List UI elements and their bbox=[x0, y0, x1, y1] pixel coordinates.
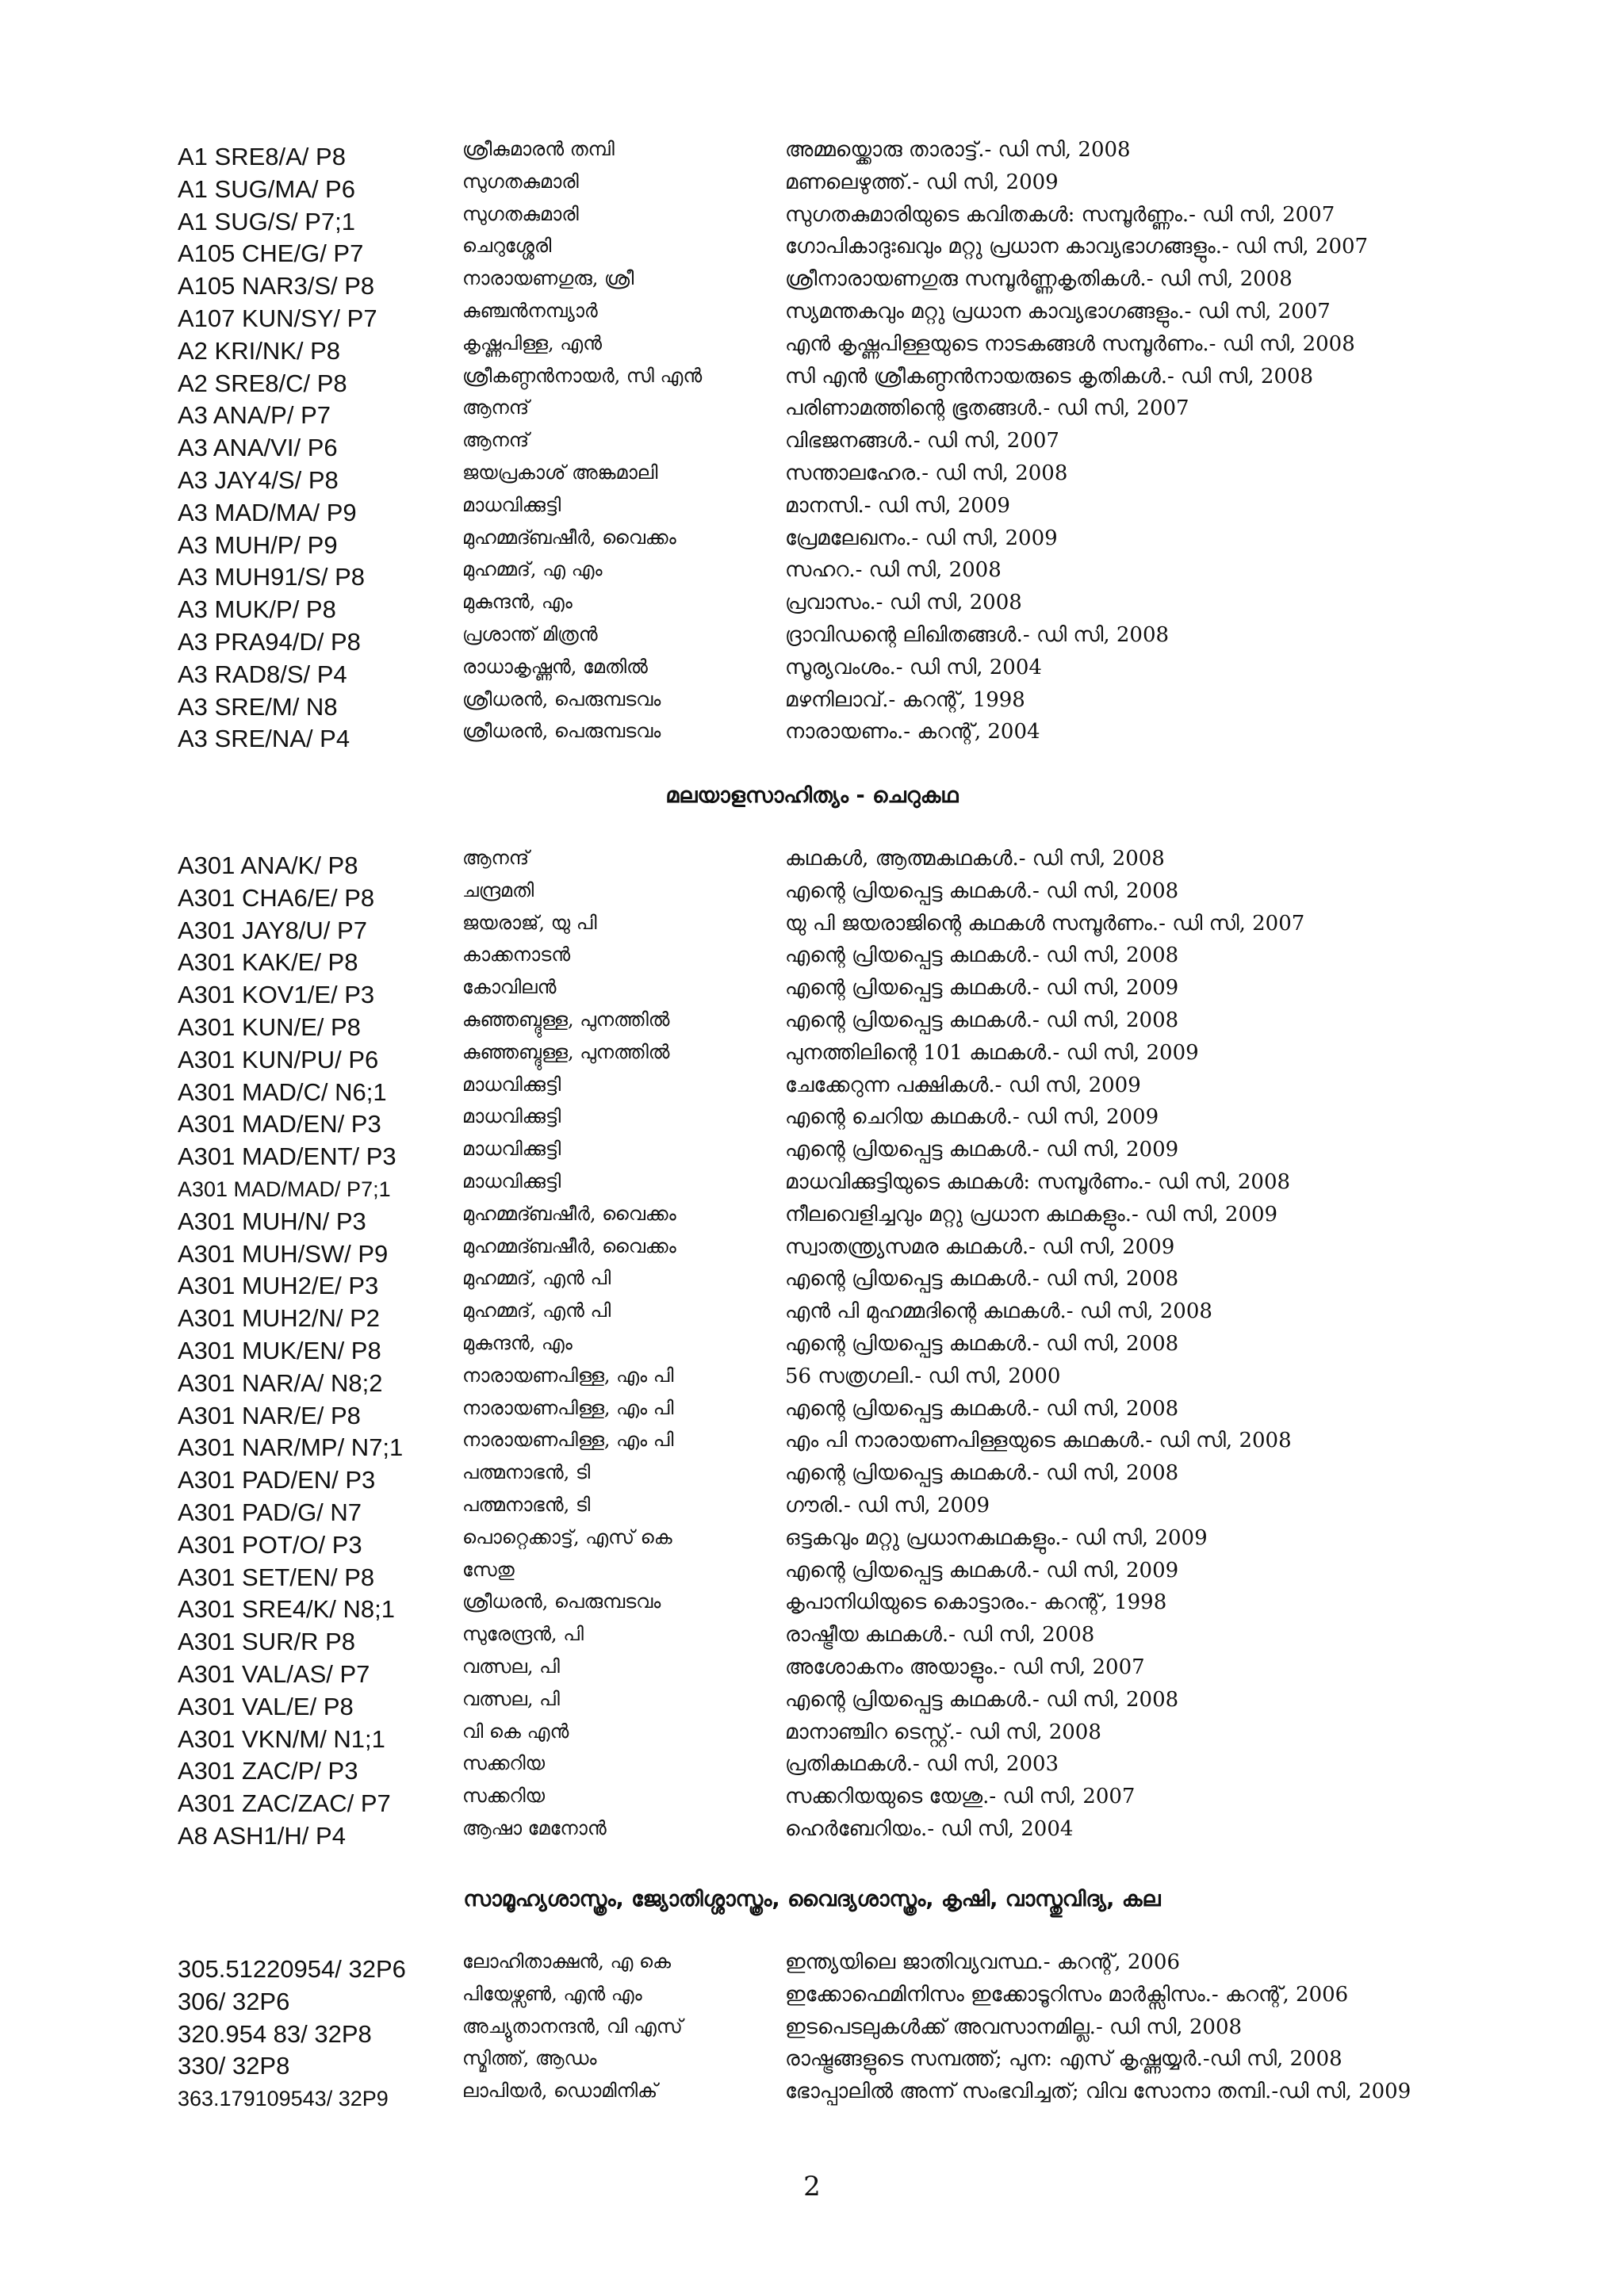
author-name: ശ്രീധരൻ, പെരുമ്പടവം bbox=[462, 1590, 661, 1613]
call-number: A301 MUH2/N/ P2 bbox=[178, 1304, 380, 1333]
author-name: മുഹമ്മദ്, എൻ പി bbox=[462, 1299, 611, 1322]
book-title: രാഷ്ട്രീയ കഥകൾ.- ഡി സി, 2008 bbox=[785, 1623, 1095, 1647]
book-title: സക്കറിയയുടെ യേശു.- ഡി സി, 2007 bbox=[785, 1785, 1136, 1809]
book-title: സന്താലഹേര.- ഡി സി, 2008 bbox=[785, 461, 1068, 485]
catalog-row bbox=[0, 1073, 1624, 1105]
author-name: കുഞ്ഞബ്ദുള്ള, പുനത്തിൽ bbox=[462, 1040, 670, 1063]
catalog-row bbox=[0, 847, 1624, 878]
catalog-row bbox=[0, 656, 1624, 687]
book-title: സൂര്യവംശം.- ഡി സി, 2004 bbox=[785, 655, 1042, 679]
call-number: A3 SRE/M/ N8 bbox=[178, 692, 338, 721]
author-name: ലോഹിതാക്ഷൻ, എ കെ bbox=[462, 1950, 672, 1973]
author-name: മാധവിക്കുട്ടി bbox=[462, 1170, 561, 1192]
call-number: A2 KRI/NK/ P8 bbox=[178, 336, 341, 365]
author-name: പിയേഴ്സൺ, എൻ എം bbox=[462, 1982, 642, 2005]
author-name: ശ്രീധരൻ, പെരുമ്പടവം bbox=[462, 687, 661, 710]
catalog-row bbox=[0, 623, 1624, 655]
catalog-row bbox=[0, 2080, 1624, 2111]
book-title: എന്റെ പ്രിയപ്പെട്ട കഥകൾ.- ഡി സി, 2008 bbox=[785, 1396, 1179, 1421]
catalog-row bbox=[0, 688, 1624, 720]
catalog-row bbox=[0, 912, 1624, 943]
catalog-row bbox=[0, 879, 1624, 911]
book-title: എന്റെ പ്രിയപ്പെട്ട കഥകൾ.- ഡി സി, 2008 bbox=[785, 1267, 1179, 1292]
catalog-row bbox=[0, 1203, 1624, 1234]
book-title: ഒട്ടകവും മറ്റു പ്രധാനകഥകളും.- ഡി സി, 2009 bbox=[785, 1525, 1208, 1550]
catalog-row bbox=[0, 1494, 1624, 1525]
author-name: മാധവിക്കുട്ടി bbox=[462, 1138, 561, 1161]
author-name: സക്കറിയ bbox=[462, 1752, 546, 1775]
book-title: മഴനിലാവ്.- കറന്റ്, 1998 bbox=[785, 687, 1025, 712]
book-title: എം പി നാരായണപിള്ളയുടെ കഥകൾ.- ഡി സി, 2008 bbox=[785, 1429, 1292, 1453]
book-title: മണലെഴുത്ത്.- ഡി സി, 2009 bbox=[785, 170, 1059, 194]
catalog-row bbox=[0, 2047, 1624, 2079]
book-title: നാരായണം.- കറന്റ്, 2004 bbox=[785, 720, 1040, 744]
book-title: കഥകൾ, ആത്മകഥകൾ.- ഡി സി, 2008 bbox=[785, 847, 1165, 871]
catalog-row bbox=[0, 1785, 1624, 1816]
book-title: എന്റെ പ്രിയപ്പെട്ട കഥകൾ.- ഡി സി, 2008 bbox=[785, 878, 1179, 903]
book-title: എൻ കൃഷ്ണപിള്ളയുടെ നാടകങ്ങൾ സമ്പൂർണം.- ഡി സി, 2008 bbox=[785, 331, 1355, 356]
catalog-row bbox=[0, 1461, 1624, 1493]
call-number: A301 MUH/SW/ P9 bbox=[178, 1239, 389, 1268]
author-name: സേതു bbox=[462, 1558, 515, 1581]
book-title: എന്റെ പ്രിയപ്പെട്ട കഥകൾ.- ഡി സി, 2008 bbox=[785, 1332, 1179, 1356]
call-number: A301 CHA6/E/ P8 bbox=[178, 883, 375, 912]
author-name: ജയരാജ്, യു പി bbox=[462, 911, 597, 934]
book-title: വിഭജനങ്ങൾ.- ഡി സി, 2007 bbox=[785, 429, 1059, 453]
catalog-row bbox=[0, 494, 1624, 526]
book-title: മാനസി.- ഡി സി, 2009 bbox=[785, 493, 1010, 518]
book-title: സഹറ.- ഡി സി, 2008 bbox=[785, 558, 1002, 583]
call-number: A301 MAD/ENT/ P3 bbox=[178, 1142, 396, 1171]
catalog-row bbox=[0, 1429, 1624, 1460]
catalog-row bbox=[0, 235, 1624, 266]
book-title: സുഗതകുമാരിയുടെ കവിതകൾ: സമ്പൂർണ്ണം.- ഡി സി, 2007 bbox=[785, 202, 1335, 227]
call-number: A1 SRE8/A/ P8 bbox=[178, 143, 346, 170]
call-number: A301 VKN/M/ N1;1 bbox=[178, 1724, 385, 1753]
catalog-row bbox=[0, 138, 1624, 170]
author-name: സുരേന്ദ്രൻ, പി bbox=[462, 1623, 584, 1646]
book-title: ഗൗരി.- ഡി സി, 2009 bbox=[785, 1494, 990, 1517]
author-name: പത്മനാഭൻ, ടി bbox=[462, 1461, 591, 1484]
call-number: A3 ANA/P/ P7 bbox=[178, 401, 331, 430]
catalog-row bbox=[0, 1623, 1624, 1655]
call-number: A301 NAR/A/ N8;2 bbox=[178, 1368, 383, 1397]
author-name: ആനന്ദ് bbox=[462, 396, 530, 419]
call-number: A301 JAY8/U/ P7 bbox=[178, 916, 367, 944]
catalog-row bbox=[0, 720, 1624, 752]
book-title: എന്റെ പ്രിയപ്പെട്ട കഥകൾ.- ഡി സി, 2009 bbox=[785, 1558, 1179, 1582]
call-number: 306/ 32P6 bbox=[178, 1987, 290, 2015]
book-title: ദ്രാവിഡന്റെ ലിഖിതങ്ങൾ.- ഡി സി, 2008 bbox=[785, 623, 1170, 647]
call-number: 305.51220954/ 32P6 bbox=[178, 1955, 406, 1983]
call-number: A105 CHE/G/ P7 bbox=[178, 239, 364, 268]
call-number: A105 NAR3/S/ P8 bbox=[178, 272, 375, 300]
author-name: മുഹമ്മദ്ബഷീർ, വൈക്കം bbox=[462, 1202, 676, 1225]
call-number: A301 SRE4/K/ N8;1 bbox=[178, 1595, 395, 1624]
call-number: A8 ASH1/H/ P4 bbox=[178, 1822, 346, 1850]
call-number: A3 MUH91/S/ P8 bbox=[178, 563, 366, 591]
book-title: യു പി ജയരാജിന്റെ കഥകൾ സമ്പൂർണം.- ഡി സി, 2007 bbox=[785, 911, 1305, 936]
book-title: പ്രതികഥകൾ.- ഡി സി, 2003 bbox=[785, 1752, 1059, 1777]
catalog-row bbox=[0, 170, 1624, 202]
catalog-row bbox=[0, 365, 1624, 396]
author-name: മുകുന്ദൻ, എം bbox=[462, 1332, 573, 1354]
catalog-row bbox=[0, 1752, 1624, 1784]
catalog-row bbox=[0, 461, 1624, 493]
book-title: ഭോപ്പാലിൽ അന്ന് സംഭവിച്ചത്; വിവ സോനാ തമ്പി.-ഡി സി, 2009 bbox=[785, 2080, 1411, 2104]
author-name: കൃഷ്ണപിള്ള, എൻ bbox=[462, 331, 602, 354]
author-name: പത്മനാഭൻ, ടി bbox=[462, 1494, 591, 1516]
author-name: മാധവിക്കുട്ടി bbox=[462, 1105, 561, 1128]
author-name: വത്സല, പി bbox=[462, 1655, 560, 1678]
call-number: 330/ 32P8 bbox=[178, 2052, 290, 2080]
book-title: പ്രേമലേഖനം.- ഡി സി, 2009 bbox=[785, 526, 1058, 550]
author-name: കുഞ്ഞബ്ദുള്ള, പുനത്തിൽ bbox=[462, 1008, 670, 1031]
catalog-row bbox=[0, 558, 1624, 590]
catalog-row bbox=[0, 1138, 1624, 1169]
catalog-row bbox=[0, 526, 1624, 558]
book-title: ശ്രീനാരായണഗുരു സമ്പൂർണ്ണകൃതികൾ.- ഡി സി, 2008 bbox=[785, 267, 1293, 292]
catalog-row bbox=[0, 1332, 1624, 1364]
catalog-row bbox=[0, 1950, 1624, 1982]
catalog-row bbox=[0, 1041, 1624, 1073]
call-number: A301 MUH/N/ P3 bbox=[178, 1207, 366, 1235]
call-number: A107 KUN/SY/ P7 bbox=[178, 304, 377, 332]
author-name: പൊറ്റെക്കാട്ട്, എസ് കെ bbox=[462, 1525, 672, 1548]
call-number: A301 SUR/R P8 bbox=[178, 1628, 355, 1656]
catalog-row bbox=[0, 1590, 1624, 1622]
book-title: ഇടപെടലുകൾക്ക് അവസാനമില്ല.- ഡി സി, 2008 bbox=[785, 2015, 1243, 2039]
call-number: A3 ANA/VI/ P6 bbox=[178, 434, 338, 462]
author-name: നാരായണപിള്ള, എം പി bbox=[462, 1429, 674, 1452]
author-name: നാരായണഗുരു, ശ്രീ bbox=[462, 267, 634, 290]
book-title: നീലവെളിച്ചവും മറ്റു പ്രധാന കഥകളും.- ഡി സി, 2009 bbox=[785, 1202, 1278, 1226]
author-name: അച്യുതാനന്ദൻ, വി എസ് bbox=[462, 2015, 683, 2038]
call-number: A3 SRE/NA/ P4 bbox=[178, 725, 350, 753]
call-number: A301 MUK/EN/ P8 bbox=[178, 1337, 381, 1364]
author-name: ആനന്ദ് bbox=[462, 847, 530, 869]
book-title: 56 സത്രഗലി.- ഡി സി, 2000 bbox=[785, 1364, 1061, 1388]
catalog-row bbox=[0, 1008, 1624, 1040]
catalog-row bbox=[0, 1364, 1624, 1396]
author-name: സക്കറിയ bbox=[462, 1785, 546, 1808]
book-title: മാനാഞ്ചിറ ടെസ്റ്റ്.- ഡി സി, 2008 bbox=[785, 1720, 1101, 1744]
call-number: A2 SRE8/C/ P8 bbox=[178, 369, 347, 397]
call-number: A301 NAR/E/ P8 bbox=[178, 1401, 361, 1429]
author-name: മാധവിക്കുട്ടി bbox=[462, 1073, 561, 1096]
section-heading: സാമൂഹ്യശാസ്ത്രം, ജ്യോതിശ്ശാസ്ത്രം, വൈദ്യശാസ്ത്രം, കൃഷി, വാസ്തുവിദ്യ, കല bbox=[463, 1887, 1161, 1911]
call-number: A301 VAL/E/ P8 bbox=[178, 1692, 354, 1720]
author-name: മുഹമ്മദ്ബഷീർ, വൈക്കം bbox=[462, 1234, 676, 1257]
book-title: സ്യമന്തകവും മറ്റു പ്രധാന കാവ്യഭാഗങ്ങളും.- ഡി സി, 2007 bbox=[785, 300, 1331, 323]
author-name: സുഗതകുമാരി bbox=[462, 170, 579, 193]
author-name: ചെറുശ്ശേരി bbox=[462, 235, 552, 258]
call-number: A301 KOV1/E/ P3 bbox=[178, 981, 375, 1009]
author-name: വി കെ എൻ bbox=[462, 1720, 569, 1743]
author-name: മുഹമ്മദ്, എ എം bbox=[462, 558, 603, 581]
author-name: ശ്രീകണ്ഠൻനായർ, സി എൻ bbox=[462, 364, 703, 387]
book-title: എന്റെ പ്രിയപ്പെട്ട കഥകൾ.- ഡി സി, 2009 bbox=[785, 1138, 1179, 1162]
catalog-row bbox=[0, 1655, 1624, 1687]
catalog-row bbox=[0, 976, 1624, 1008]
catalog-row bbox=[0, 203, 1624, 235]
call-number: A301 VAL/AS/ P7 bbox=[178, 1660, 370, 1688]
catalog-row bbox=[0, 429, 1624, 461]
call-number: A301 KUN/PU/ P6 bbox=[178, 1045, 379, 1073]
book-title: എന്റെ പ്രിയപ്പെട്ട കഥകൾ.- ഡി സി, 2008 bbox=[785, 1008, 1179, 1032]
book-title: എന്റെ പ്രിയപ്പെട്ട കഥകൾ.- ഡി സി, 2008 bbox=[785, 1461, 1179, 1486]
catalog-row bbox=[0, 1526, 1624, 1558]
call-number: A301 POT/O/ P3 bbox=[178, 1530, 362, 1559]
book-title: ഗോപികാദുഃഖവും മറ്റു പ്രധാന കാവ്യഭാഗങ്ങളും.- ഡി സി, 2007 bbox=[785, 235, 1369, 259]
catalog-row bbox=[0, 1267, 1624, 1299]
call-number: A301 PAD/EN/ P3 bbox=[178, 1466, 376, 1494]
call-number: A301 SET/EN/ P8 bbox=[178, 1563, 375, 1591]
author-name: സുഗതകുമാരി bbox=[462, 202, 579, 225]
call-number: A301 KUN/E/ P8 bbox=[178, 1013, 361, 1041]
author-name: നാരായണപിള്ള, എം പി bbox=[462, 1396, 674, 1419]
call-number: A3 JAY4/S/ P8 bbox=[178, 466, 339, 494]
author-name: വത്സല, പി bbox=[462, 1687, 560, 1710]
book-title: സ്വാതന്ത്ര്യസമര കഥകൾ.- ഡി സി, 2009 bbox=[785, 1234, 1175, 1259]
book-title: പ്രവാസം.- ഡി സി, 2008 bbox=[785, 591, 1022, 615]
call-number: A3 PRA94/D/ P8 bbox=[178, 628, 361, 656]
book-title: പരിണാമത്തിന്റെ ഭൂതങ്ങൾ.- ഡി സി, 2007 bbox=[785, 396, 1189, 421]
author-name: ആഷാ മേനോൻ bbox=[462, 1817, 607, 1839]
author-name: ചന്ദ്രമതി bbox=[462, 878, 534, 901]
call-number: A301 KAK/E/ P8 bbox=[178, 948, 358, 977]
call-number: A301 MUH2/E/ P3 bbox=[178, 1272, 379, 1300]
catalog-row bbox=[0, 300, 1624, 331]
author-name: മുഹമ്മദ്, എൻ പി bbox=[462, 1267, 611, 1290]
author-name: സ്മിത്ത്, ആഡം bbox=[462, 2047, 597, 2070]
call-number: A3 MUH/P/ P9 bbox=[178, 530, 338, 559]
book-title: ചേക്കേറുന്ന പക്ഷികൾ.- ഡി സി, 2009 bbox=[785, 1073, 1141, 1097]
author-name: രാധാകൃഷ്ണൻ, മേതിൽ bbox=[462, 655, 648, 678]
catalog-row bbox=[0, 1105, 1624, 1137]
author-name: ലാപിയർ, ഡൊമിനിക് bbox=[462, 2080, 658, 2103]
catalog-row bbox=[0, 1817, 1624, 1849]
call-number: A301 ZAC/ZAC/ P7 bbox=[178, 1789, 391, 1818]
book-title: എൻ പി മുഹമ്മദിന്റെ കഥകൾ.- ഡി സി, 2008 bbox=[785, 1299, 1212, 1324]
call-number: A1 SUG/MA/ P6 bbox=[178, 174, 355, 203]
author-name: കോവിലൻ bbox=[462, 976, 557, 999]
book-title: എന്റെ പ്രിയപ്പെട്ട കഥകൾ.- ഡി സി, 2009 bbox=[785, 976, 1179, 1001]
author-name: നാരായണപിള്ള, എം പി bbox=[462, 1364, 674, 1387]
book-title: ഇക്കോഫെമിനിസം ഇക്കോടൂറിസം മാർക്സിസം.- കറന്റ്, 2006 bbox=[785, 1982, 1349, 2007]
catalog-row bbox=[0, 591, 1624, 622]
call-number: A3 MAD/MA/ P9 bbox=[178, 498, 357, 526]
book-title: രാഷ്ട്രങ്ങളുടെ സമ്പത്ത്; പുന: എസ് കൃഷ്ണയ്യർ.-ഡി സി, 2008 bbox=[785, 2047, 1342, 2072]
book-title: ഹെർബേറിയം.- ഡി സി, 2004 bbox=[785, 1817, 1074, 1841]
call-number: 320.954 83/ 32P8 bbox=[178, 2019, 372, 2048]
catalog-row bbox=[0, 943, 1624, 975]
call-number: A301 MAD/MAD/ P7;1 bbox=[178, 1177, 391, 1201]
book-title: മാധവിക്കുട്ടിയുടെ കഥകൾ: സമ്പൂർണം.- ഡി സി, 2008 bbox=[785, 1170, 1291, 1194]
author-name: മുഹമ്മദ്ബഷീർ, വൈക്കം bbox=[462, 526, 676, 549]
page-number: 2 bbox=[803, 2171, 821, 2202]
book-title: എന്റെ ചെറിയ കഥകൾ.- ഡി സി, 2009 bbox=[785, 1105, 1159, 1130]
author-name: ശ്രീധരൻ, പെരുമ്പടവം bbox=[462, 720, 661, 743]
call-number: A3 RAD8/S/ P4 bbox=[178, 660, 347, 688]
catalog-row bbox=[0, 1235, 1624, 1267]
author-name: പ്രശാന്ത് മിത്രൻ bbox=[462, 623, 598, 645]
author-name: കാക്കനാടൻ bbox=[462, 943, 571, 966]
author-name: ജയപ്രകാശ് അങ്കമാലി bbox=[462, 461, 658, 484]
author-name: മാധവിക്കുട്ടി bbox=[462, 493, 561, 516]
catalog-row bbox=[0, 1983, 1624, 2015]
book-title: അശോകനം അയാളും.- ഡി സി, 2007 bbox=[785, 1655, 1145, 1679]
book-title: എന്റെ പ്രിയപ്പെട്ട കഥകൾ.- ഡി സി, 2008 bbox=[785, 1687, 1179, 1712]
book-title: സി എൻ ശ്രീകണ്ഠൻനായരുടെ കൃതികൾ.- ഡി സി, 2008 bbox=[785, 364, 1314, 388]
book-title: കൃപാനിധിയുടെ കൊട്ടാരം.- കറന്റ്, 1998 bbox=[785, 1590, 1167, 1615]
catalog-row bbox=[0, 1688, 1624, 1720]
call-number: A301 PAD/G/ N7 bbox=[178, 1498, 362, 1526]
catalog-row bbox=[0, 1170, 1624, 1202]
author-name: ആനന്ദ് bbox=[462, 429, 530, 452]
call-number: A301 MAD/EN/ P3 bbox=[178, 1110, 381, 1138]
catalog-row bbox=[0, 1397, 1624, 1429]
book-title: ഇന്ത്യയിലെ ജാതിവ്യവസ്ഥ.- കറന്റ്, 2006 bbox=[785, 1950, 1180, 1974]
call-number: A301 ZAC/P/ P3 bbox=[178, 1757, 358, 1785]
catalog-row bbox=[0, 332, 1624, 364]
catalog-row bbox=[0, 1559, 1624, 1590]
catalog-row bbox=[0, 396, 1624, 428]
call-number: A3 MUK/P/ P8 bbox=[178, 595, 336, 624]
catalog-row bbox=[0, 1299, 1624, 1331]
call-number: A301 NAR/MP/ N7;1 bbox=[178, 1433, 404, 1462]
author-name: ശ്രീകുമാരൻ തമ്പി bbox=[462, 138, 615, 160]
author-name: കുഞ്ചൻനമ്പ്യാർ bbox=[462, 300, 598, 322]
book-title: അമ്മയ്ക്കൊരു താരാട്ട്.- ഡി സി, 2008 bbox=[785, 138, 1131, 162]
catalog-row bbox=[0, 2015, 1624, 2047]
call-number: A301 MAD/C/ N6;1 bbox=[178, 1077, 387, 1106]
book-title: പുനത്തിലിന്റെ 101 കഥകൾ.- ഡി സി, 2009 bbox=[785, 1040, 1199, 1065]
book-title: എന്റെ പ്രിയപ്പെട്ട കഥകൾ.- ഡി സി, 2008 bbox=[785, 943, 1179, 968]
catalog-row bbox=[0, 1720, 1624, 1752]
call-number: 363.179109543/ 32P9 bbox=[178, 2087, 389, 2111]
section-heading: മലയാളസാഹിത്യം - ചെറുകഥ bbox=[665, 783, 959, 808]
author-name: മുകുന്ദൻ, എം bbox=[462, 591, 573, 614]
catalog-row bbox=[0, 267, 1624, 299]
call-number: A1 SUG/S/ P7;1 bbox=[178, 207, 355, 235]
call-number: A301 ANA/K/ P8 bbox=[178, 851, 358, 879]
